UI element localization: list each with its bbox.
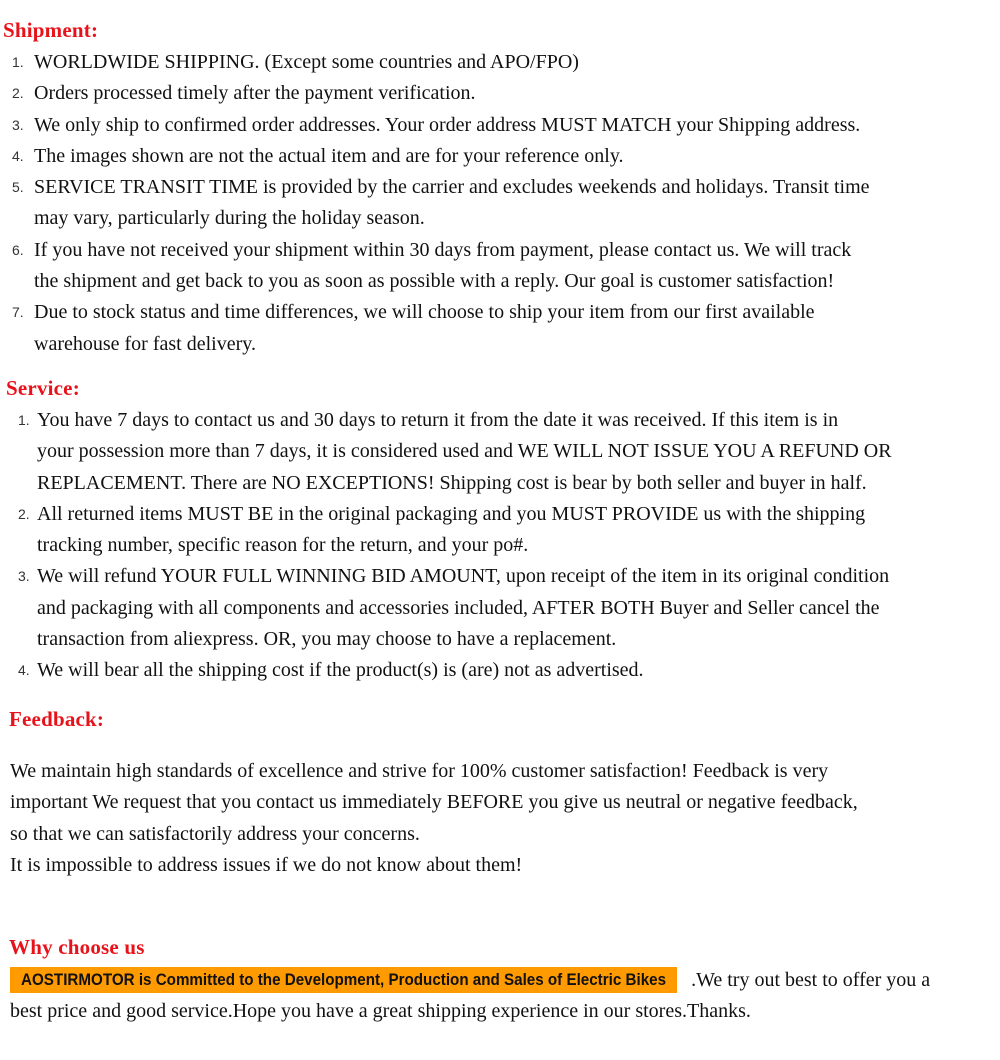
shipment-item-text: Due to stock status and time differences, we will choose to ship your item from our first available [34,301,815,324]
feedback-heading: Feedback: [9,707,105,731]
feedback-paragraph [10,756,1000,881]
service-item-2 [0,499,892,562]
feedback-line: so that we can satisfactorily address your concerns. [10,822,420,845]
list-number: 1. [12,54,24,70]
list-number: 3. [12,116,24,133]
feedback-line: important We request that you contact us immediately BEFORE you give us neutral or negative feedback, [10,791,858,814]
feedback-line: It is impossible to address issues if we do not know about them! [10,853,523,876]
shipment-item-5 [0,172,870,235]
shipment-item-text: SERVICE TRANSIT TIME is provided by the carrier and excludes weekends and holidays. Transit time [34,176,870,199]
service-list [0,405,892,687]
feedback-line: We maintain high standards of excellence and strive for 100% customer satisfaction! Feedback is very [10,760,829,782]
list-number: 2. [18,505,30,522]
shipment-item-text: warehouse for fast delivery. [34,332,256,355]
service-heading: Service: [6,376,80,400]
shipment-item-3 [0,110,870,141]
service-item-4 [0,655,892,686]
why-line: best price and good service.Hope you have a great shipping experience in our stores.Thanks. [10,1000,751,1023]
shipment-item-text: Orders processed timely after the payment verification. [34,82,476,105]
shipment-item-text: may vary, particularly during the holiday season. [34,207,425,230]
service-item-3 [0,561,892,655]
shipment-item-6 [0,235,870,298]
shipment-item-text: the shipment and get back to you as soon as possible with a reply. Our goal is customer satisfaction! [34,270,835,293]
list-number: 5. [12,179,24,196]
service-item-text: We will refund YOUR FULL WINNING BID AMOUNT, upon receipt of the item in its original condition [37,565,890,588]
shipment-item-1 [0,47,870,78]
service-item-1 [0,405,892,499]
list-number: 4. [12,147,24,164]
shipment-item-text: The images shown are not the actual item and are for your reference only. [34,144,624,167]
company-banner: AOSTIRMOTOR is Committed to the Development, Production and Sales of Electric Bikes [10,967,677,993]
service-item-text: We will bear all the shipping cost if the product(s) is (are) not as advertised. [37,659,644,682]
list-number: 6. [12,241,24,258]
service-item-text: tracking number, specific reason for the return, and your po#. [37,534,529,557]
service-item-text: REPLACEMENT. There are NO EXCEPTIONS! Shipping cost is bear by both seller and buyer in half. [37,471,867,494]
list-number: 2. [12,85,24,102]
shipment-heading: Shipment: [3,18,99,42]
why-paragraph [10,965,1000,1028]
service-item-text: your possession more than 7 days, it is considered used and WE WILL NOT ISSUE YOU A REFUND OR [37,440,892,463]
list-number: 7. [12,304,24,321]
shipment-list [0,47,870,360]
shipment-item-4 [0,141,870,172]
list-number: 4. [18,662,30,679]
shipment-item-text: We only ship to confirmed order addresses. Your order address MUST MATCH your Shipping address. [34,113,861,136]
shipment-item-2 [0,78,870,109]
why-heading: Why choose us [9,935,145,959]
service-item-text: All returned items MUST BE in the original packaging and you MUST PROVIDE us with the shipping [37,502,866,525]
shipment-item-7 [0,297,870,360]
list-number: 3. [18,568,30,585]
service-item-text: transaction from aliexpress. OR, you may choose to have a replacement. [37,628,617,651]
shipment-item-text: If you have not received your shipment within 30 days from payment, please contact us. We will track [34,238,852,261]
service-item-text: You have 7 days to contact us and 30 days to return it from the date it was received. If this item is in [37,409,839,431]
list-number: 1. [18,412,30,428]
why-line: .We try out best to offer you a [691,969,931,991]
service-item-text: and packaging with all components and accessories included, AFTER BOTH Buyer and Seller cancel the [37,596,880,619]
shipment-item-text: WORLDWIDE SHIPPING. (Except some countries and APO/FPO) [34,51,579,73]
